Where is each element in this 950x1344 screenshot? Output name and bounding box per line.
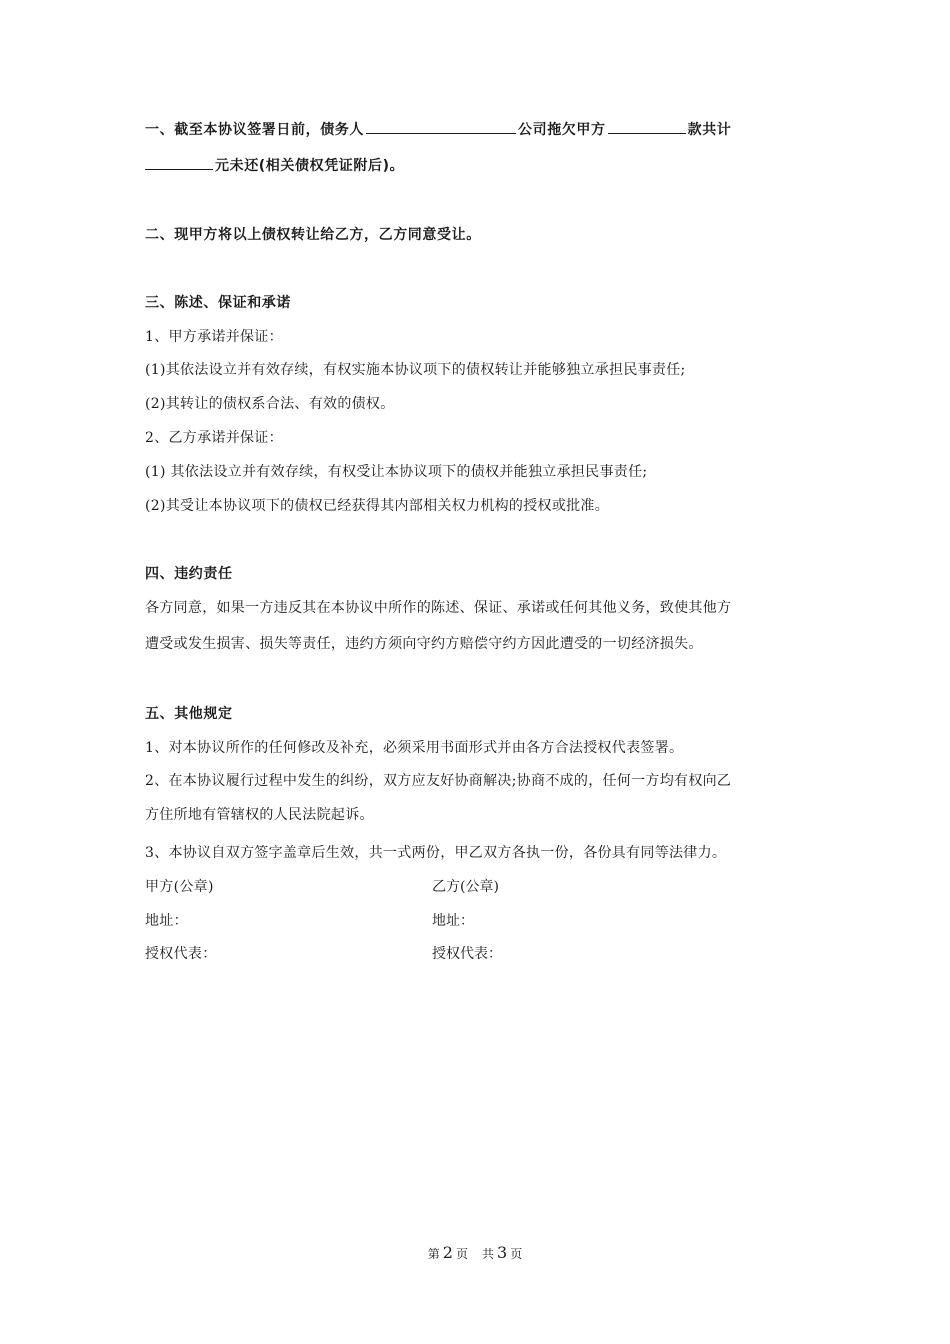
section2-text: 二、现甲方将以上债权转让给乙方，乙方同意受让。 — [145, 227, 481, 243]
section3-item: 2、乙方承诺并保证： — [145, 430, 283, 446]
section3-item: (1) 其依法设立并有效存续，有权受让本协议项下的债权并能独立承担民事责任; — [145, 464, 648, 480]
section1-text-a: 一、截至本协议签署日前，债务人 — [145, 122, 364, 138]
footer-prefix: 第 — [427, 1247, 440, 1261]
footer-total-unit: 页 — [510, 1247, 523, 1261]
debt-type-blank — [608, 119, 686, 134]
party-a-seal: 甲方(公章) — [145, 879, 214, 895]
section1-text-d: 元未还(相关债权凭证附后)。 — [215, 158, 405, 174]
current-page-number: 2 — [442, 1243, 453, 1262]
section5-line: 2、在本协议履行过程中发生的纠纷，双方应友好协商解决;协商不成的，任何一方均有权向乙 — [145, 773, 732, 789]
party-a-address: 地址： — [145, 913, 188, 929]
section3-item: (1)其依法设立并有效存续，有权实施本协议项下的债权转让并能够独立承担民事责任; — [145, 362, 686, 378]
section4-heading: 四、违约责任 — [145, 566, 233, 582]
party-b-representative: 授权代表： — [432, 946, 502, 962]
section1-line1 — [145, 119, 731, 140]
footer-total-prefix: 共 — [482, 1247, 495, 1261]
section5-line: 方住所地有管辖权的人民法院起诉。 — [145, 807, 374, 823]
section1-text-b: 公司拖欠甲方 — [518, 122, 606, 138]
total-pages-number: 3 — [497, 1243, 508, 1262]
page-footer — [0, 1243, 950, 1264]
amount-blank — [145, 155, 213, 170]
section4-line: 遭受或发生损害、损失等责任，违约方须向守约方赔偿守约方因此遭受的一切经济损失。 — [145, 636, 703, 652]
section3-item: (2)其转让的债权系合法、有效的债权。 — [145, 396, 395, 412]
section5-line: 3、本协议自双方签字盖章后生效，共一式两份，甲乙双方各执一份，各份具有同等法律力。 — [145, 845, 727, 861]
section1-line2 — [145, 155, 404, 176]
section5-line: 1、对本协议所作的任何修改及补充，必须采用书面形式并由各方合法授权代表签署。 — [145, 740, 684, 756]
party-b-address: 地址： — [432, 913, 474, 929]
section4-line: 各方同意，如果一方违反其在本协议中所作的陈述、保证、承诺或任何其他义务，致使其他方 — [145, 600, 732, 616]
section5-heading: 五、其他规定 — [145, 706, 233, 722]
section3-item: 1、甲方承诺并保证： — [145, 329, 283, 345]
debtor-name-blank — [366, 119, 516, 134]
footer-page-unit: 页 — [455, 1247, 468, 1261]
section3-item: (2)其受让本协议项下的债权已经获得其内部相关权力机构的授权或批准。 — [145, 498, 610, 514]
section3-heading: 三、陈述、保证和承诺 — [145, 295, 291, 311]
party-b-seal: 乙方(公章) — [432, 879, 499, 895]
section1-text-c: 款共计 — [687, 122, 732, 138]
party-a-representative: 授权代表： — [145, 946, 217, 962]
